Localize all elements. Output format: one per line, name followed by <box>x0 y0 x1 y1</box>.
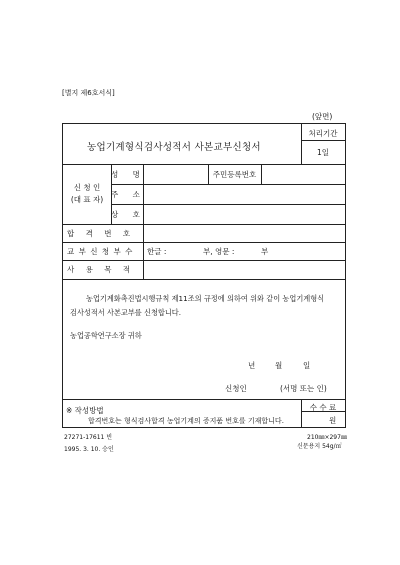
name-field[interactable] <box>147 166 205 182</box>
form-title: 농업기계형식검사성적서 사본교부신청서 <box>87 142 261 153</box>
date-year: 년 <box>248 361 256 370</box>
application-form <box>62 123 346 428</box>
method-text: 합격번호는 형식검사합격 농업기계의 증지품 번호를 기재합니다. <box>88 417 284 425</box>
processing-period-label: 처리기간 <box>308 129 338 138</box>
body-text-line1: 농업기계화촉진법시행규칙 제11조의 규정에 의하여 위와 같이 농업기계형식 <box>86 294 325 303</box>
body-text-line2: 검사성적서 사본교부를 신청합니다. <box>70 308 182 317</box>
method-title: ※ 작성방법 <box>66 406 104 415</box>
purpose-field[interactable] <box>147 262 343 277</box>
pass-number-label: 합 격 번 호 <box>67 229 135 238</box>
signer-label: 신청인 <box>225 384 247 393</box>
form-reference: [별지 제6호서식] <box>62 89 115 97</box>
date-day: 일 <box>303 361 311 370</box>
footer-code: 27271-17611 빈 <box>64 434 113 441</box>
address-label: 주 소 <box>111 190 146 199</box>
processing-period-value: 1일 <box>316 148 330 157</box>
applicant-label: 신 청 인 <box>73 183 101 192</box>
copies-korean-label: 한글 : <box>147 247 167 256</box>
date-month: 월 <box>275 361 283 370</box>
fee-unit: 원 <box>329 416 337 425</box>
trade-name-label: 상 호 <box>111 210 146 219</box>
footer-paper-type: 신문용지 54g/㎡ <box>297 443 342 450</box>
footer-paper-size: 210㎜×297㎜ <box>307 434 347 441</box>
address-field[interactable] <box>147 186 343 202</box>
copies-english-label: 부, 영문 : <box>203 247 235 256</box>
copies-unit: 부 <box>261 247 269 256</box>
signature-hint: (서명 또는 인) <box>280 384 327 393</box>
applicant-sublabel: (대 표 자) <box>70 195 104 204</box>
addressee: 농업공학연구소장 귀하 <box>70 331 142 340</box>
copies-label: 교 부 신 청 부 수 <box>67 247 134 256</box>
trade-name-field[interactable] <box>147 206 343 222</box>
page-side-label: (앞면) <box>312 112 333 121</box>
footer-approval-date: 1995. 3. 10. 승인 <box>64 446 114 453</box>
name-label: 성 명 <box>111 170 146 179</box>
fee-label: 수 수 료 <box>309 403 337 412</box>
pass-number-field[interactable] <box>147 226 343 240</box>
resident-number-label: 주민등록번호 <box>212 170 257 179</box>
purpose-label: 사 용 목 적 <box>67 265 135 274</box>
resident-number-field[interactable] <box>265 166 343 182</box>
